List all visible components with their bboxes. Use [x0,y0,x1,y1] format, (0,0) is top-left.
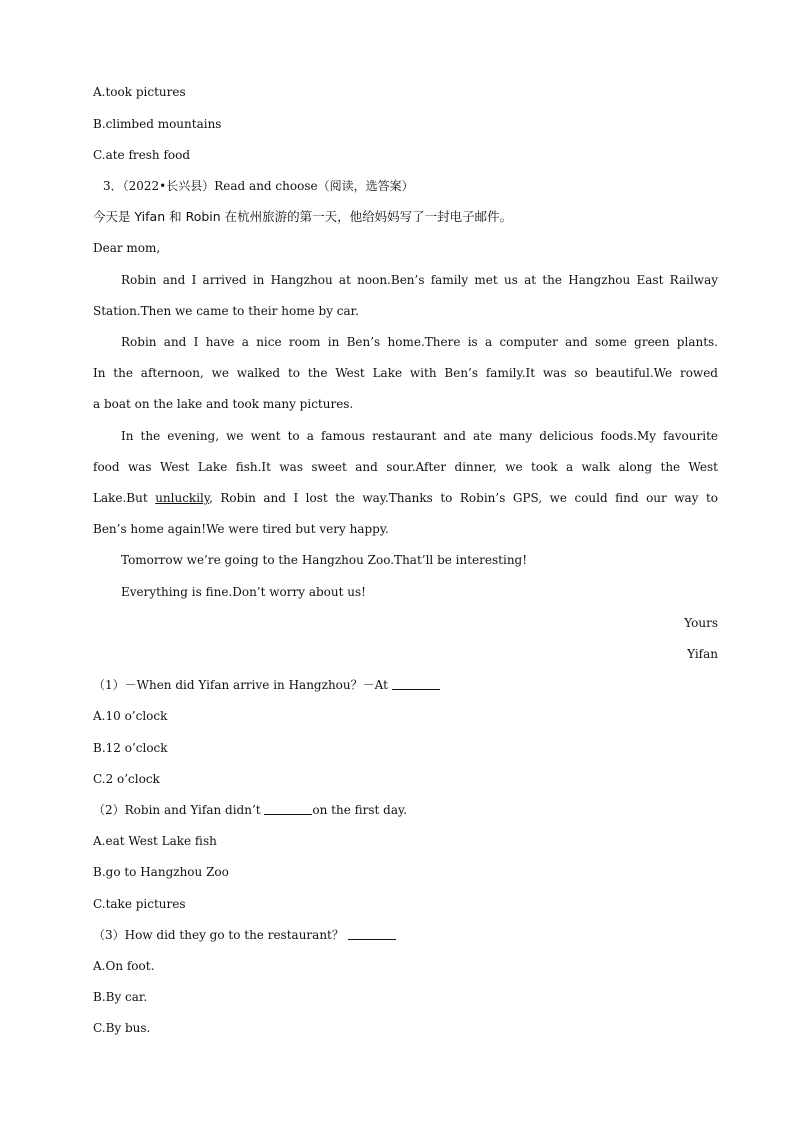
paragraph-1-line-1: Robin and I arrived in Hangzhou at noon.Ben’s family met us at the Hangzhou East Railway [121,273,718,287]
letter-signature: Yifan [687,647,718,661]
option-b: B.climbed mountains [93,117,222,131]
question-3-header: 3．（2022•长兴县）Read and choose（阅读，选答案） [103,179,414,193]
paragraph-3-line-3 [93,488,718,508]
sub-question-1 [93,675,718,695]
sub2-option-b: B.go to Hangzhou Zoo [93,865,229,879]
paragraph-4: Tomorrow we’re going to the Hangzhou Zoo.That’ll be interesting! [121,553,528,567]
sub3-option-c: C.By bus. [93,1021,151,1035]
paragraph-3-line-3-end: , Robin and I lost the way.Thanks to Robin’s GPS, we could find our way to [209,491,718,505]
paragraph-2-line-1: Robin and I have a nice room in Ben’s home.There is a computer and some green plants. [121,335,718,349]
letter-greeting: Dear mom, [93,241,161,255]
paragraph-1-line-2: Station.Then we came to their home by car. [93,304,359,318]
answer-blank [348,927,396,940]
answer-blank [264,802,312,815]
letter-closing: Yours [684,616,718,630]
sub2-option-c: C.take pictures [93,897,186,911]
sub2-option-a: A.eat West Lake fish [93,834,217,848]
sub-question-2-start: （2）Robin and Yifan didn’t [93,803,265,817]
paragraph-3-line-4: Ben’s home again!We were tired but very happy. [93,522,389,536]
answer-blank [392,677,440,690]
sub1-option-c: C.2 o’clock [93,772,160,786]
option-a: A.took pictures [93,85,186,99]
question-3-intro: 今天是 Yifan 和 Robin 在杭州旅游的第一天，他给妈妈写了一封电子邮件。 [93,209,513,224]
paragraph-5: Everything is fine.Don’t worry about us! [121,585,366,599]
paragraph-3-line-2: food was West Lake fish.It was sweet and sour.After dinner, we took a walk along the West [93,460,718,474]
sub1-option-b: B.12 o’clock [93,741,168,755]
sub3-option-b: B.By car. [93,990,148,1004]
sub1-option-a: A.10 o’clock [93,709,168,723]
sub-question-3-text: （3）How did they go to the restaurant？ [93,928,344,942]
sub-question-2-end: on the first day. [312,803,408,817]
paragraph-3-line-3-start: Lake.But [93,491,156,505]
sub-question-3 [93,925,718,945]
paragraph-3-line-1: In the evening, we went to a famous restaurant and ate many delicious foods.My favourite [121,429,718,443]
option-c: C.ate fresh food [93,148,191,162]
underlined-word: unluckily [155,491,210,505]
paragraph-2-line-2: In the afternoon, we walked to the West Lake with Ben’s family.It was so beautiful.We rowed [93,366,718,380]
sub3-option-a: A.On foot. [93,959,155,973]
paragraph-2-line-3: a boat on the lake and took many pictures. [93,397,354,411]
sub-question-1-text: （1）－When did Yifan arrive in Hangzhou？－At [93,678,392,692]
sub-question-2 [93,800,718,820]
